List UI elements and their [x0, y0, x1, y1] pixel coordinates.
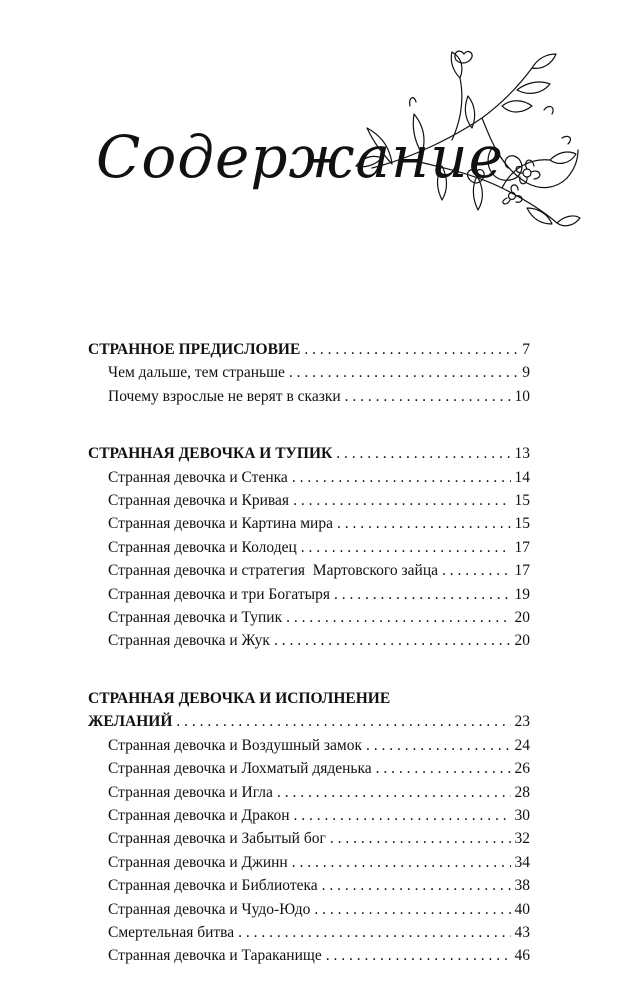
toc-page-number: 14: [514, 468, 530, 486]
toc-heading-title: ЖЕЛАНИЙ: [88, 713, 173, 731]
toc-page-number: 7: [522, 341, 530, 358]
toc-page-number: 26: [514, 760, 530, 778]
toc-entry[interactable]: [88, 361, 530, 384]
leader-dots: [304, 338, 518, 361]
toc-page-number: 30: [514, 806, 530, 824]
toc-entry[interactable]: [88, 874, 530, 897]
leader-dots: [277, 781, 511, 804]
leader-dots: [330, 827, 511, 850]
toc-entry[interactable]: [88, 489, 530, 512]
leader-dots: [301, 536, 511, 559]
toc-entry[interactable]: [88, 559, 530, 582]
toc-entry-title: Чем дальше, тем страньше: [108, 364, 285, 382]
toc-entry-title: Странная девочка и Стенка: [108, 468, 288, 486]
toc-entry-title: Странная девочка и Чудо-Юдо: [108, 900, 311, 918]
toc-heading[interactable]: [88, 710, 530, 733]
leader-dots: [334, 583, 511, 606]
leader-dots: [337, 512, 511, 535]
toc-entry-title: Странная девочка и стратегия Мартовского зайца: [108, 562, 438, 580]
toc-page-number: 23: [514, 713, 530, 731]
toc-heading[interactable]: [88, 442, 530, 465]
leader-dots: [314, 898, 510, 921]
toc-entry[interactable]: [88, 944, 530, 967]
toc-entry-title: Странная девочка и Забытый бог: [108, 830, 326, 848]
toc-entry-title: Почему взрослые не верят в сказки: [108, 387, 341, 405]
toc-page-number: 43: [514, 923, 530, 941]
toc-heading-title: СТРАННОЕ ПРЕДИСЛОВИЕ: [88, 341, 301, 358]
toc-page-number: 20: [514, 632, 530, 650]
toc-entry-title: Странная девочка и Лохматый дяденька: [108, 760, 372, 778]
leader-dots: [238, 921, 510, 944]
toc-entry[interactable]: [88, 827, 530, 850]
leader-dots: [326, 944, 511, 967]
toc-entry[interactable]: [88, 757, 530, 780]
toc-entry[interactable]: [88, 629, 530, 652]
leader-dots: [289, 361, 518, 384]
toc-page-number: 28: [514, 783, 530, 801]
toc-entry-title: Смертельная битва: [108, 923, 235, 941]
toc-entry-title: Странная девочка и три Богатыря: [108, 585, 330, 603]
leader-dots: [366, 734, 510, 757]
leader-dots: [442, 559, 511, 582]
toc-section-2: [88, 442, 530, 653]
leader-dots: [274, 629, 511, 652]
toc-entry-title: Странная девочка и Дракон: [108, 806, 290, 824]
toc-entry[interactable]: [88, 734, 530, 757]
toc-entry[interactable]: [88, 583, 530, 606]
leader-dots: [292, 466, 511, 489]
toc-entry-title: Странная девочка и Тараканище: [108, 947, 322, 965]
toc-entry[interactable]: [88, 781, 530, 804]
leader-dots: [286, 606, 510, 629]
toc-entry[interactable]: [88, 921, 530, 944]
table-of-contents: [88, 338, 530, 1002]
leader-dots: [345, 385, 511, 408]
toc-entry-title: Странная девочка и Джинн: [108, 853, 288, 871]
toc-page-number: 40: [514, 900, 530, 918]
toc-entry-title: Странная девочка и Колодец: [108, 538, 297, 556]
toc-heading[interactable]: [88, 338, 530, 361]
leader-dots: [293, 489, 510, 512]
toc-page-number: 34: [514, 853, 530, 871]
toc-entry-title: Странная девочка и Игла: [108, 783, 273, 801]
toc-entry-title: Странная девочка и Картина мира: [108, 515, 333, 533]
toc-entry[interactable]: [88, 466, 530, 489]
toc-entry[interactable]: [88, 512, 530, 535]
toc-page-number: 32: [514, 830, 530, 848]
toc-page-number: 17: [514, 562, 530, 580]
leader-dots: [376, 757, 511, 780]
toc-page-number: 24: [514, 736, 530, 754]
toc-entry[interactable]: [88, 536, 530, 559]
leader-dots: [336, 442, 510, 465]
leader-dots: [322, 874, 511, 897]
toc-page-number: 20: [514, 609, 530, 627]
leader-dots: [294, 804, 511, 827]
toc-entry-title: Странная девочка и Тупик: [108, 609, 283, 627]
toc-page-number: 15: [514, 492, 530, 510]
toc-page-number: 15: [514, 515, 530, 533]
toc-page-number: 46: [514, 947, 530, 965]
toc-page-number: 17: [514, 538, 530, 556]
toc-page-number: 19: [514, 585, 530, 603]
leader-dots: [176, 710, 510, 733]
toc-page-number: 10: [514, 387, 530, 405]
toc-page-number: 9: [522, 364, 530, 382]
toc-entry-title: Странная девочка и Кривая: [108, 492, 290, 510]
toc-page-number: 38: [514, 877, 530, 895]
toc-section-1: [88, 338, 530, 408]
toc-entry-title: Странная девочка и Воздушный замок: [108, 736, 363, 754]
toc-entry-title: Странная девочка и Жук: [108, 632, 270, 650]
toc-page-number: 13: [514, 445, 530, 463]
toc-entry[interactable]: [88, 385, 530, 408]
toc-entry-title: Странная девочка и Библиотека: [108, 877, 318, 895]
toc-entry[interactable]: [88, 606, 530, 629]
toc-entry[interactable]: [88, 851, 530, 874]
toc-entry[interactable]: [88, 804, 530, 827]
toc-section-3: [88, 687, 530, 968]
leader-dots: [292, 851, 511, 874]
toc-entry[interactable]: [88, 898, 530, 921]
floral-branch-icon: [352, 48, 582, 233]
page-title: Содержание: [96, 123, 504, 191]
toc-heading-title: СТРАННАЯ ДЕВОЧКА И ТУПИК: [88, 445, 333, 463]
toc-heading-line[interactable]: СТРАННАЯ ДЕВОЧКА И ИСПОЛНЕНИЕ: [88, 689, 391, 707]
